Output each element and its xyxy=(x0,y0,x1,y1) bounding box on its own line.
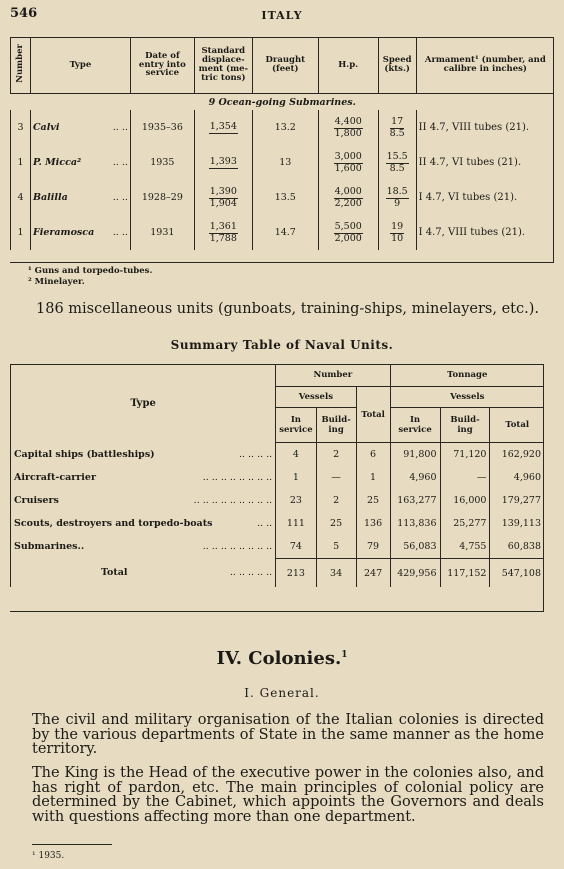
summary-t-build: 71,120 xyxy=(440,443,490,467)
paragraph: The King is the Head of the executive power in the colonies also, and has right of pardon, etc. The main principles of colonial policy are determined by the Cabinet, which appoints the Governors and deals with questions affecting more than one department. xyxy=(32,765,544,825)
summary-total-row xyxy=(11,559,545,588)
cell-draught: 13.5 xyxy=(252,180,318,215)
cell-hp: $\frac{4,400}{1,800}$ xyxy=(318,110,378,145)
cell-armament: I 4.7, VIII tubes (21). xyxy=(416,215,554,250)
summary-t-build: 16,000 xyxy=(440,489,490,512)
summary-t-in: 4,960 xyxy=(390,466,440,489)
summary-t-in: 91,800 xyxy=(390,443,440,467)
summary-t-in: 429,956 xyxy=(390,559,440,588)
cell-armament: II 4.7, VI tubes (21). xyxy=(416,145,554,180)
col-armament: Armament¹ (number, and calibre in inches) xyxy=(416,37,554,94)
table-row xyxy=(11,145,555,180)
footnote-guns: ¹ Guns and torpedo-tubes. xyxy=(28,266,153,276)
summary-type: Aircraft-carrier .. .. .. .. .. .. .. .. xyxy=(11,466,276,489)
sum-col-number: Number xyxy=(276,364,390,387)
sum-number-in-service: In service xyxy=(276,408,316,443)
summary-type: Total .. .. .. .. .. xyxy=(11,559,276,588)
table-row xyxy=(11,180,555,215)
footnote-rule xyxy=(32,844,112,845)
category-heading: 9 Ocean-going Submarines. xyxy=(208,96,356,108)
summary-row xyxy=(11,466,545,489)
summary-n-total: 79 xyxy=(356,535,390,559)
summary-t-build: 4,755 xyxy=(440,535,490,559)
col-date: Date of entry into service xyxy=(130,37,194,94)
sum-tonnage-building: Build-ing xyxy=(440,408,490,443)
sum-number-building: Build-ing xyxy=(316,408,356,443)
col-number: Number xyxy=(11,37,31,94)
misc-units-line: 186 miscellaneous units (gunboats, training-ships, minelayers, etc.). xyxy=(36,301,539,317)
col-hp: H.p. xyxy=(318,37,378,94)
col-draught: Draught (feet) xyxy=(252,37,318,94)
cell-hp: $\frac{5,500}{2,000}$ xyxy=(318,215,378,250)
summary-n-in: 23 xyxy=(276,489,316,512)
summary-t-in: 163,277 xyxy=(390,489,440,512)
summary-n-total: 247 xyxy=(356,559,390,588)
cell-draught: 14.7 xyxy=(252,215,318,250)
cell-hp: $\frac{4,000}{2,200}$ xyxy=(318,180,378,215)
summary-table xyxy=(10,364,544,587)
summary-t-in: 56,083 xyxy=(390,535,440,559)
summary-type: Submarines.. .. .. .. .. .. .. .. .. xyxy=(11,535,276,559)
cell-date: 1928–29 xyxy=(130,180,194,215)
col-displacement: Standard displace-ment (me-tric tons) xyxy=(194,37,252,94)
cell-speed: $\frac{19}{10}$ xyxy=(378,215,416,250)
cell-hp: $\frac{3,000}{1,600}$ xyxy=(318,145,378,180)
sum-tonnage-total: Total xyxy=(490,408,544,443)
summary-n-build: 34 xyxy=(316,559,356,588)
cell-speed: $\frac{17}{8.5}$ xyxy=(378,110,416,145)
cell-speed: $\frac{18.5}{9}$ xyxy=(378,180,416,215)
summary-n-total: 25 xyxy=(356,489,390,512)
summary-n-build: 5 xyxy=(316,535,356,559)
cell-type: P. Micca² .. .. xyxy=(30,145,130,180)
summary-row xyxy=(11,535,545,559)
summary-title: Summary Table of Naval Units. xyxy=(170,338,394,352)
chapter-note-mark: 1 xyxy=(341,650,348,660)
summary-n-in: 1 xyxy=(276,466,316,489)
cell-armament: I 4.7, VI tubes (21). xyxy=(416,180,554,215)
col-speed: Speed (kts.) xyxy=(378,37,416,94)
summary-n-build: 2 xyxy=(316,443,356,467)
summary-n-build: — xyxy=(316,466,356,489)
summary-row xyxy=(11,512,545,535)
summary-t-total: 162,920 xyxy=(490,443,544,467)
sum-tonnage-vessels: Vessels xyxy=(390,387,544,408)
cell-displacement: 1,393 xyxy=(194,145,252,180)
summary-t-total: 179,277 xyxy=(490,489,544,512)
summary-row xyxy=(11,443,545,467)
summary-t-total: 139,113 xyxy=(490,512,544,535)
cell-draught: 13 xyxy=(252,145,318,180)
chapter-title: IV. Colonies. xyxy=(216,648,342,669)
summary-type: Cruisers .. .. .. .. .. .. .. .. .. xyxy=(11,489,276,512)
paragraph: The civil and military organisation of the Italian colonies is directed by the various departments of State in the same manner as the home territory. xyxy=(32,712,544,757)
table-row xyxy=(11,110,555,145)
sum-number-vessels: Vessels xyxy=(276,387,356,408)
summary-n-in: 213 xyxy=(276,559,316,588)
summary-t-build: — xyxy=(440,466,490,489)
sum-tonnage-in-service: In service xyxy=(390,408,440,443)
cell-speed: $\frac{15.5}{8.5}$ xyxy=(378,145,416,180)
cell-date: 1935 xyxy=(130,145,194,180)
col-type: Type xyxy=(30,37,130,94)
cell-type: Calvi .. .. xyxy=(30,110,130,145)
cell-number: 4 xyxy=(11,180,31,215)
summary-row xyxy=(11,489,545,512)
summary-type: Capital ships (battleships) .. .. .. .. xyxy=(11,443,276,467)
summary-n-build: 2 xyxy=(316,489,356,512)
sum-col-tonnage: Tonnage xyxy=(390,364,544,387)
cell-date: 1931 xyxy=(130,215,194,250)
cell-displacement: $\frac{1,361}{1,788}$ xyxy=(194,215,252,250)
sum-number-total: Total xyxy=(356,387,390,443)
page-number: 546 xyxy=(10,6,38,21)
summary-n-total: 136 xyxy=(356,512,390,535)
section-heading: I. General. xyxy=(244,686,320,700)
cell-type: Balilla .. .. xyxy=(30,180,130,215)
chapter-heading xyxy=(0,648,564,669)
summary-t-in: 113,836 xyxy=(390,512,440,535)
summary-t-total: 547,108 xyxy=(490,559,544,588)
submarine-table xyxy=(10,37,554,250)
summary-t-build: 25,277 xyxy=(440,512,490,535)
running-title: ITALY xyxy=(261,9,303,22)
summary-n-build: 25 xyxy=(316,512,356,535)
summary-t-total: 60,838 xyxy=(490,535,544,559)
summary-t-total: 4,960 xyxy=(490,466,544,489)
summary-n-in: 74 xyxy=(276,535,316,559)
cell-number: 1 xyxy=(11,215,31,250)
sum-col-type: Type xyxy=(11,364,276,443)
summary-n-total: 1 xyxy=(356,466,390,489)
footnote-minelayer: ² Minelayer. xyxy=(28,277,85,287)
cell-draught: 13.2 xyxy=(252,110,318,145)
cell-type: Fieramosca .. .. xyxy=(30,215,130,250)
cell-date: 1935–36 xyxy=(130,110,194,145)
summary-n-in: 4 xyxy=(276,443,316,467)
cell-displacement: $\frac{1,390}{1,904}$ xyxy=(194,180,252,215)
cell-number: 1 xyxy=(11,145,31,180)
summary-type: Scouts, destroyers and torpedo-boats .. .. xyxy=(11,512,276,535)
cell-displacement: 1,354 xyxy=(194,110,252,145)
table-row xyxy=(11,215,555,250)
cell-armament: II 4.7, VIII tubes (21). xyxy=(416,110,554,145)
summary-t-build: 117,152 xyxy=(440,559,490,588)
summary-n-in: 111 xyxy=(276,512,316,535)
page-footnote: ¹ 1935. xyxy=(32,851,65,861)
cell-number: 3 xyxy=(11,110,31,145)
summary-n-total: 6 xyxy=(356,443,390,467)
